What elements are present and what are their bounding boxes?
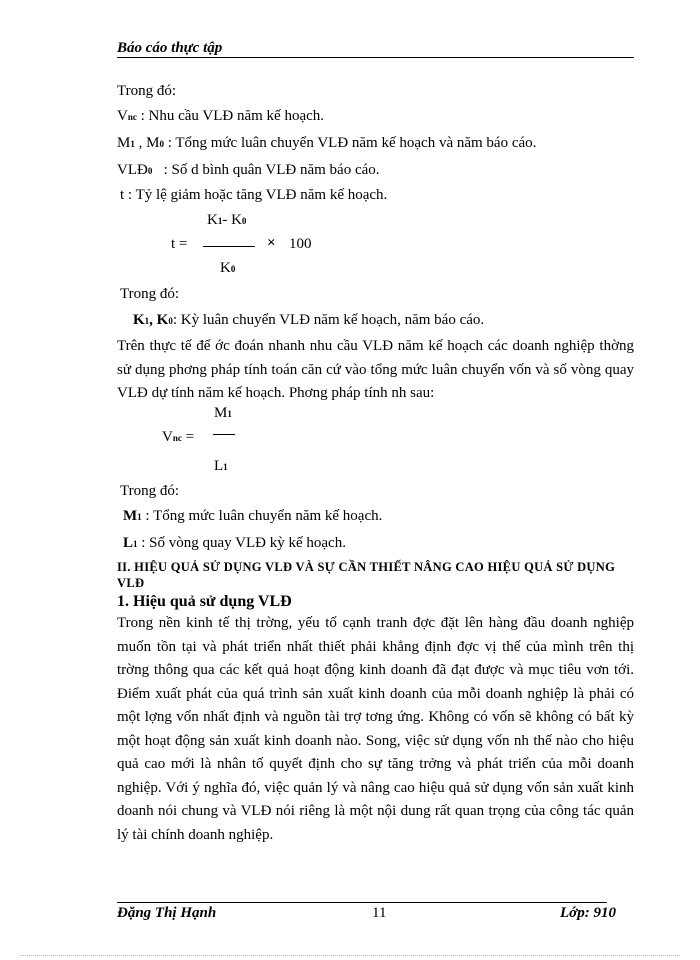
text-line: Trong đó: <box>120 286 180 302</box>
footer-rule <box>117 902 607 903</box>
formula1-hundred: 100 <box>289 236 312 252</box>
definition-m1-m0: M1 , M0 : Tổng mức luân chuyển VLĐ năm kế hoạch và năm báo cáo. <box>117 135 537 151</box>
page-header-title: Báo cáo thực tập <box>117 40 223 56</box>
section-heading: II. HIỆU QUẢ SỬ DỤNG VLĐ VÀ SỰ CẦN THIẾT NÂNG CAO HIỆU QUẢ SỬ DỤNG VLĐ <box>117 560 616 590</box>
definition-vld0: VLĐ0 : Số d bình quân VLĐ năm báo cáo. <box>117 162 380 178</box>
definition-t: t : Tỷ lệ giảm hoặc tăng VLĐ năm kế hoạch. <box>120 187 388 203</box>
text-line: Trong đó: <box>117 83 177 99</box>
text-line: Trong đó: <box>120 483 180 499</box>
formula1-denominator: K0 <box>220 260 236 276</box>
subsection-heading: 1. Hiệu quả sử dụng VLĐ <box>117 593 292 610</box>
formula1-numerator: K1- K0 <box>207 212 247 228</box>
formula1-lhs: t = <box>171 236 188 252</box>
formula1-times: × <box>267 235 276 251</box>
page-number: 11 <box>372 905 387 921</box>
definition-m1: M1 : Tổng mức luân chuyển năm kế hoạch. <box>123 508 383 524</box>
footer-author: Đặng Thị Hạnh <box>117 905 217 921</box>
formula2-lhs: Vnc = <box>162 429 195 445</box>
page-edge-divider <box>20 955 680 956</box>
paragraph-estimate: Trên thực tế để ớc đoán nhanh nhu cầu VLĐ năm kế hoạch các doanh nghiệp thờng sử dụng phơng pháp tính toán căn cứ vào tổng mức luân chuyển vốn và số vòng quay VLĐ dự tính năm kế hoạch. Phơng pháp tính nh sau: <box>117 338 634 401</box>
definition-l1: L1 : Số vòng quay VLĐ kỳ kế hoạch. <box>123 535 346 551</box>
definition-vnc: Vnc : Nhu cầu VLĐ năm kế hoạch. <box>117 108 325 124</box>
header-rule <box>117 57 634 58</box>
formula1-fraction-bar <box>203 246 255 247</box>
paragraph-efficiency: Trong nền kinh tế thị trờng, yếu tố cạnh tranh đợc đặt lên hàng đầu doanh nghiệp muốn tồn tại và phát triển nhất thiết phải khẳng định đợc vị thế của mình trên thị trờng thông qua các kết quả hoạt động kinh doanh đã đạt được và mục tiêu vơn tới. Điểm xuất phát của quá trình sản xuất kinh doanh của mỗi doanh nghiệp là phải có một lợng vốn nhất định và nguồn tài trợ tơng ứng. Không có vốn sẽ không có bất kỳ một hoạt động sản xuất kinh doanh nào. Song, việc sử dụng vốn nh thế nào cho hiệu quả cao mới là nhân tố quyết định cho sự tăng trởng và phát triển của mỗi doanh nghiệp. Với ý nghĩa đó, việc quản lý và nâng cao hiệu quả sử dụng vốn sản xuất kinh doanh nói chung và VLĐ nói riêng là một nội dung rất quan trọng của công tác quản lý tài chính doanh nghiệp. <box>117 615 634 843</box>
formula2-numerator: M1 <box>214 405 232 421</box>
footer-class: Lớp: 910 <box>560 905 616 921</box>
formula2-denominator: L1 <box>214 458 228 474</box>
definition-k1-k0: K1, K0: Kỳ luân chuyển VLĐ năm kế hoạch, năm báo cáo. <box>133 312 485 328</box>
formula2-fraction-bar <box>213 434 235 435</box>
